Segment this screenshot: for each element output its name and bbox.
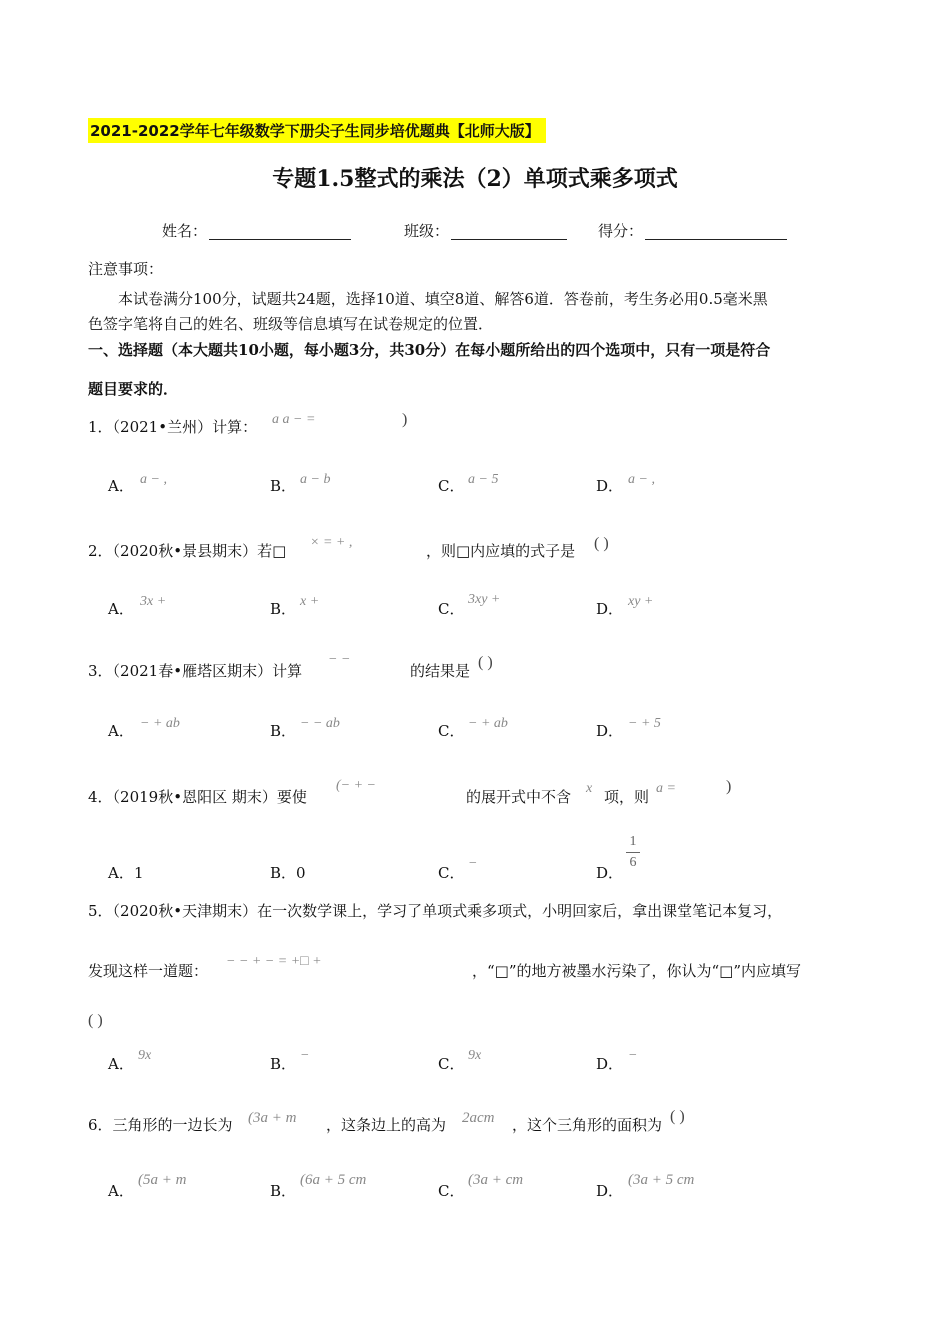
fraction-denominator: 6 bbox=[629, 855, 637, 870]
q2-option-d-math: xy + bbox=[628, 594, 654, 609]
q2-option-c-math: 3xy + bbox=[468, 592, 501, 607]
q6-height: 2acm bbox=[462, 1110, 495, 1126]
q4-stem-tail2: 项，则 bbox=[604, 788, 650, 806]
score-field[interactable] bbox=[598, 220, 787, 241]
q2-option-d[interactable]: D． bbox=[596, 600, 624, 618]
q1-option-c[interactable]: C． bbox=[438, 477, 465, 495]
q5-line2-start: 发现这样一道题： bbox=[88, 962, 209, 980]
q6-stem-mid: ，这条边上的高为 bbox=[326, 1116, 447, 1134]
q3-option-b-math: − − ab bbox=[300, 716, 340, 731]
q2-option-b-math: x + bbox=[300, 594, 320, 609]
q5-option-d[interactable]: D． bbox=[596, 1055, 624, 1073]
question-6 bbox=[88, 1114, 233, 1135]
q4-option-a[interactable]: A．1 bbox=[108, 864, 144, 882]
series-header: 2021-2022学年七年级数学下册尖子生同步培优题典【北师大版】 bbox=[88, 118, 546, 143]
q3-stem-tail: 的结果是 bbox=[410, 662, 471, 680]
question-4 bbox=[88, 786, 307, 807]
class-field[interactable] bbox=[404, 220, 567, 241]
question-stem: 三角形的一边长为 bbox=[112, 1116, 233, 1134]
q6-option-c[interactable]: C． bbox=[438, 1182, 465, 1200]
name-label: 姓名： bbox=[162, 222, 208, 240]
page-title: 专题1.5整式的乘法（2）单项式乘多项式 bbox=[272, 166, 678, 192]
q2-stem-tail: ，则□内应填的式子是 bbox=[426, 542, 576, 560]
question-number: 1． bbox=[88, 418, 113, 436]
question-number: 6． bbox=[88, 1116, 113, 1134]
q5-paren: ( ) bbox=[88, 1012, 103, 1029]
question-stem: （2019秋•恩阳区 期末）要使 bbox=[112, 788, 307, 806]
q1-option-b[interactable]: B． bbox=[270, 477, 297, 495]
q2-option-a-math: 3x + bbox=[140, 594, 167, 609]
section1-line2: 题目要求的． bbox=[88, 380, 179, 398]
q3-option-a[interactable]: A． bbox=[108, 722, 134, 740]
q5-option-b[interactable]: B． bbox=[270, 1055, 297, 1073]
q1-expression: a a − = bbox=[272, 412, 316, 427]
name-field[interactable] bbox=[162, 220, 351, 241]
name-blank[interactable] bbox=[209, 225, 351, 240]
q1-paren: ) bbox=[402, 411, 408, 428]
q3-option-b[interactable]: B． bbox=[270, 722, 297, 740]
q2-option-a[interactable]: A． bbox=[108, 600, 134, 618]
q3-option-d[interactable]: D． bbox=[596, 722, 624, 740]
q4-answer-expr: a = bbox=[656, 781, 676, 796]
q5-option-b-math: − bbox=[300, 1048, 310, 1063]
q6-option-d-math: (3a + 5 cm bbox=[628, 1172, 695, 1188]
q5-expression: − − + − = +□ + bbox=[226, 954, 322, 969]
q4-option-b[interactable]: B．0 bbox=[270, 864, 306, 882]
notes-heading: 注意事项： bbox=[88, 260, 164, 278]
score-label: 得分： bbox=[598, 222, 644, 240]
q2-paren: ( ) bbox=[594, 535, 609, 552]
q6-option-c-math: (3a + cm bbox=[468, 1172, 524, 1188]
q1-option-d-math: a − , bbox=[628, 472, 655, 487]
question-2 bbox=[88, 540, 286, 561]
q3-option-a-math: − + ab bbox=[140, 716, 180, 731]
q5-option-c[interactable]: C． bbox=[438, 1055, 465, 1073]
q4-variable: x bbox=[586, 781, 593, 796]
q2-option-b[interactable]: B． bbox=[270, 600, 297, 618]
q4-expression: (− + − bbox=[336, 778, 377, 793]
q6-expression: (3a + m bbox=[248, 1110, 297, 1126]
class-label: 班级： bbox=[404, 222, 450, 240]
q4-paren: ) bbox=[726, 778, 732, 795]
q3-option-c-math: − + ab bbox=[468, 716, 508, 731]
question-stem: （2020秋•景县期末）若□ bbox=[112, 542, 287, 560]
fraction-numerator: 1 bbox=[629, 834, 637, 849]
q1-option-c-math: a − 5 bbox=[468, 472, 499, 487]
q4-option-d-fraction bbox=[626, 834, 640, 871]
class-blank[interactable] bbox=[451, 225, 567, 240]
q3-option-d-math: − + 5 bbox=[628, 716, 661, 731]
q2-option-c[interactable]: C． bbox=[438, 600, 465, 618]
question-number: 2． bbox=[88, 542, 113, 560]
q1-option-a[interactable]: A． bbox=[108, 477, 134, 495]
question-number: 4． bbox=[88, 788, 113, 806]
q6-option-a[interactable]: A． bbox=[108, 1182, 134, 1200]
q3-paren: ( ) bbox=[478, 654, 493, 671]
score-blank[interactable] bbox=[645, 225, 787, 240]
question-5 bbox=[88, 900, 782, 921]
question-number: 5． bbox=[88, 902, 113, 920]
q6-option-d[interactable]: D． bbox=[596, 1182, 624, 1200]
q3-option-c[interactable]: C． bbox=[438, 722, 465, 740]
q5-line2-end: ，“□”的地方被墨水污染了，你认为“□”内应填写 bbox=[472, 962, 802, 980]
fraction-bar bbox=[626, 852, 640, 853]
q4-stem-tail: 的展开式中不含 bbox=[466, 788, 572, 806]
q6-option-b-math: (6a + 5 cm bbox=[300, 1172, 367, 1188]
q1-option-b-math: a − b bbox=[300, 472, 331, 487]
q5-option-d-math: − bbox=[628, 1048, 638, 1063]
q3-expression: − − bbox=[328, 652, 351, 667]
section1-line1: 一、选择题（本大题共10小题，每小题3分，共30分）在每小题所给出的四个选项中，只有一项是符合 bbox=[88, 341, 771, 359]
q2-expression: × = + , bbox=[310, 535, 353, 550]
question-stem: （2021春•雁塔区期末）计算 bbox=[112, 662, 303, 680]
notes-line2: 色签字笔将自己的姓名、班级等信息填写在试卷规定的位置． bbox=[88, 315, 494, 333]
question-number: 3． bbox=[88, 662, 113, 680]
question-3 bbox=[88, 660, 302, 681]
q6-paren: ( ) bbox=[670, 1108, 685, 1125]
q4-option-c[interactable]: C． bbox=[438, 864, 465, 882]
q6-option-a-math: (5a + m bbox=[138, 1172, 187, 1188]
q1-option-a-math: a − , bbox=[140, 472, 167, 487]
q4-option-c-math: − bbox=[468, 856, 478, 871]
q1-option-d[interactable]: D． bbox=[596, 477, 624, 495]
notes-line1: 本试卷满分100分，试题共24题，选择10道、填空8道、解答6道．答卷前，考生务必用0.5毫米黑 bbox=[118, 290, 768, 308]
q5-option-a[interactable]: A． bbox=[108, 1055, 134, 1073]
question-stem: （2020秋•天津期末）在一次数学课上，学习了单项式乘多项式，小明回家后，拿出课堂笔记本复习， bbox=[112, 902, 783, 920]
q6-stem-tail: ，这个三角形的面积为 bbox=[512, 1116, 663, 1134]
question-1 bbox=[88, 416, 257, 437]
q4-option-d[interactable]: D． bbox=[596, 864, 624, 882]
q6-option-b[interactable]: B． bbox=[270, 1182, 297, 1200]
q5-option-c-math: 9x bbox=[468, 1048, 482, 1063]
q5-option-a-math: 9x bbox=[138, 1048, 152, 1063]
question-stem: （2021•兰州）计算： bbox=[112, 418, 258, 436]
